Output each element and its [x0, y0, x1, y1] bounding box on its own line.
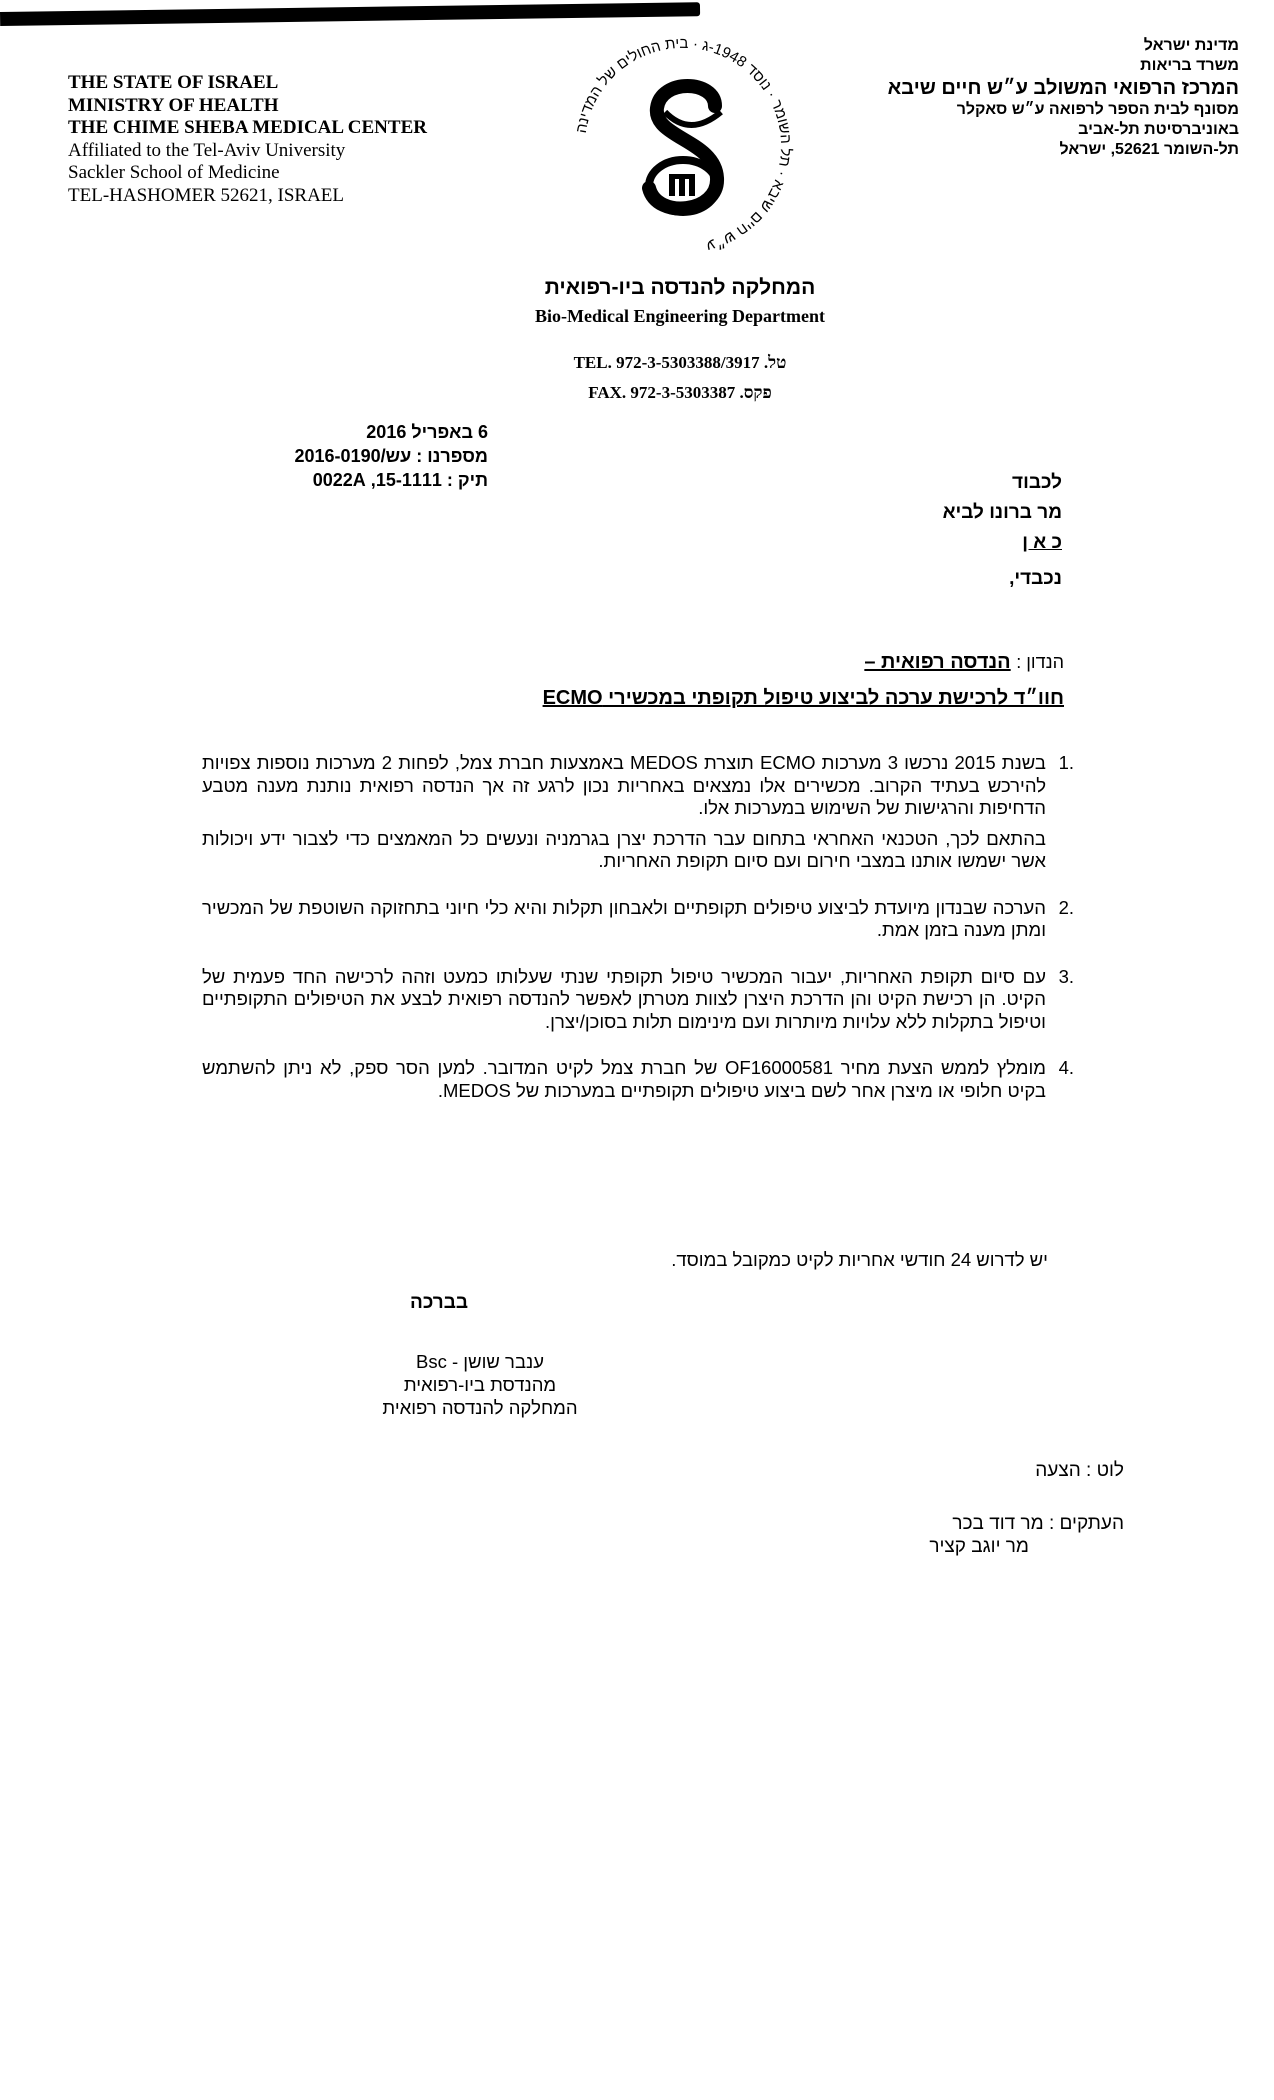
warranty-note: יש לדרוש 24 חודשי אחריות לקיט כמקובל במוסד.: [671, 1249, 1048, 1270]
subject-line-1: הנדסה רפואית –: [864, 651, 1011, 673]
letterhead-en-address: TEL-HASHOMER 52621, ISRAEL: [68, 184, 345, 206]
reference-block: [295, 420, 488, 492]
item-number: .4: [1058, 1057, 1074, 1078]
addressee-location: כ א ן: [1022, 532, 1062, 553]
letterhead-he-address: תל-השומר 52621, ישראל: [1059, 141, 1239, 158]
letterhead-he-ministry: משרד בריאות: [1140, 57, 1239, 74]
list-item-4: [202, 1057, 1074, 1102]
letterhead-english: [68, 72, 427, 207]
signer-department: המחלקה להנדסה רפואית: [382, 1397, 578, 1418]
letter-date: 6 באפריל 2016: [366, 422, 488, 442]
closing: בברכה: [410, 1292, 469, 1313]
list-item-3: [202, 966, 1074, 1034]
department-name-english: Bio-Medical Engineering Department: [535, 306, 825, 326]
addressee-block: [943, 468, 1062, 558]
list-item-1: [202, 752, 1074, 873]
list-item-2: [202, 897, 1074, 942]
subject-block: [304, 644, 1064, 716]
seal-emblem-icon: [649, 86, 721, 212]
seal-ring-text: ע״ש חיים שיבא · תל השומר · נוסד 1948-ג · בית החולים של המדינה: [572, 34, 795, 255]
file-number: תיק : 15-1111, 0022A: [312, 470, 488, 490]
letterhead-en-ministry: MINISTRY OF HEALTH: [68, 94, 279, 116]
letterhead-en-affiliation: Affiliated to the Tel-Aviv University: [68, 139, 346, 161]
addressee-name: מר ברונו לביא: [942, 502, 1062, 523]
letterhead-he-university: באוניברסיטת תל-אביב: [1078, 121, 1239, 138]
letterhead-en-state: THE STATE OF ISRAEL: [68, 72, 279, 93]
addressee-salutation: לכבוד: [1012, 472, 1062, 493]
our-reference: מספרנו : עש/2016-0190: [294, 446, 488, 466]
sheba-seal-logo: [565, 28, 801, 264]
letterhead-hebrew: [888, 36, 1239, 160]
letterhead-en-center: THE CHIME SHEBA MEDICAL CENTER: [68, 117, 427, 138]
item-paragraph: הערכה שבנדון מיועדת לביצוע טיפולים תקופתיים ולאבחון תקלות והיא כלי חיוני בתחזוקה השוטפת של המכשיר ומתן מענה בזמן אמת.: [202, 896, 1046, 940]
letter-body: [202, 752, 1074, 1126]
letterhead-he-center: המרכז הרפואי המשולב ע״ש חיים שיבא: [887, 77, 1239, 99]
item-number: .1: [1058, 752, 1074, 773]
letterhead-he-affiliation: מסונף לבית הספר לרפואה ע״ש סאקלר: [956, 101, 1239, 118]
telephone-line: TEL. 972-3-5303388/3917 .טל: [573, 353, 787, 372]
signer-title: מהנדסת ביו-רפואית: [403, 1374, 557, 1395]
copies-first: העתקים : מר דוד בכר: [952, 1513, 1124, 1534]
letterhead-he-state: מדינת ישראל: [1143, 37, 1239, 54]
item-paragraph: בשנת 2015 נרכשו 3 מערכות ECMO תוצרת MEDOS באמצעות חברת צמל, לפחות 2 מערכות נוספות צפויות להירכש בעתיד הקרוב. מכשירים אלו נמצאים באחריות נכון לרגע זה אך הנדסה רפואית נותנת מענה מטבע הדחיפות והרגישות של השימוש במערכות אלו.: [202, 752, 1046, 818]
fax-line: FAX. 972-3-5303387 .פקס: [588, 383, 772, 402]
item-paragraph: עם סיום תקופת האחריות, יעבור המכשיר טיפול תקופתי שנתי שעלותו כמעט וזהה לרכישה החד פעמית של הקיט. הן רכישת הקיט והן הדרכת היצרן לצוות מטרתן לאפשר להנדסה רפואית לבצע את הטיפולים התקופתיים וטיפול בתקלות ללא עלויות מיותרות ועם מינימום תלות בסוכן/יצרן.: [202, 965, 1046, 1032]
signature-block: [340, 1350, 620, 1419]
enclosure-line: לוט : הצעה: [1035, 1460, 1124, 1481]
copies-block: [929, 1512, 1124, 1558]
item-number: .3: [1058, 965, 1074, 987]
item-paragraph: בהתאם לכך, הטכנאי האחראי בתחום עבר הדרכת יצרן בגרמניה ונעשים כל המאמצים כדי לצבור ידע ויכולות אשר ישמשו אותנו במצבי חירום ועם סיום תקופת האחריות.: [202, 827, 1046, 871]
letterhead-en-school: Sackler School of Medicine: [68, 162, 280, 183]
item-paragraph: מומלץ לממש הצעת מחיר OF16000581 של חברת צמל לקיט המדובר. למען הסר ספק, לא ניתן להשתמש בקיט חלופי או מיצרן אחר לשם ביצוע טיפולים תקופתיים במערכות של MEDOS.: [202, 1057, 1046, 1101]
scan-edge-bar: [0, 2, 700, 26]
department-name-hebrew: המחלקה להנדסה ביו-רפואית: [544, 276, 816, 299]
signer-name: ענבר שושן - Bsc: [416, 1351, 544, 1372]
greeting: נכבדי,: [1009, 568, 1062, 589]
subject-line-2: חוו״ד לרכישת ערכה לביצוע טיפול תקופתי במכשירי ECMO: [542, 687, 1064, 709]
copies-second: מר יוגב קציר: [929, 1536, 1029, 1557]
subject-label: הנדון :: [1016, 652, 1064, 672]
item-number: .2: [1058, 896, 1074, 918]
